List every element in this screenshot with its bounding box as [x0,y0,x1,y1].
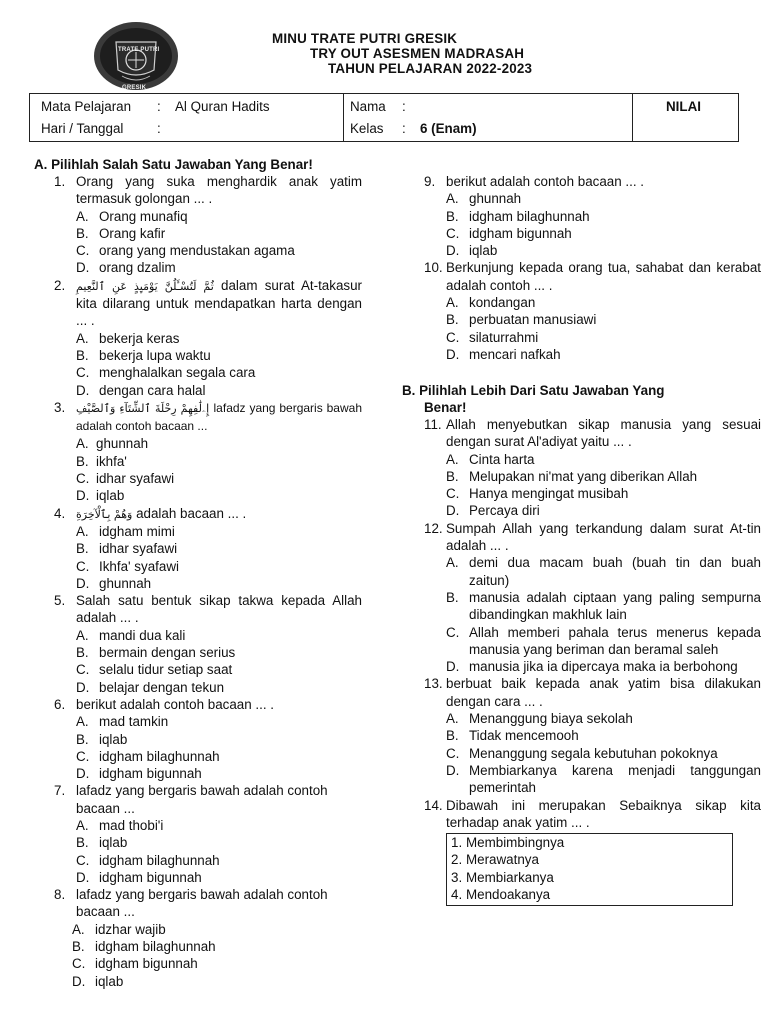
option-b[interactable]: B. manusia adalah ciptaan yang paling sempurna dibandingkan makhluk lain [446,589,761,623]
list-item[interactable]: 3. Membiarkanya [451,869,554,885]
list-item[interactable]: 4. Mendoakanya [451,887,551,903]
option-a[interactable]: A. ghunnah [446,191,522,207]
list-item[interactable]: 1. Membimbingnya [451,835,565,851]
option-d[interactable]: D. mencari nafkah [446,346,561,362]
option-a[interactable]: A. idgham mimi [76,523,175,539]
subject-sep: : [157,99,161,114]
question-text: lafadz yang bergaris bawah adalah contoh bacaan ... [76,887,328,920]
date-label: Hari / Tanggal [41,121,124,136]
class-sep: : [402,121,406,136]
question-12: 12. Sumpah Allah yang terkandung dalam surat At-tin adalah ... . A. demi dua macam buah (buah tin dan buah zaitun) B. manusia adalah ciptaan yang paling sempurna dibandingkan makhluk lain C. Allah memberi pahala terus menerus kepada manusia yang beriman dan beramal saleh D. manusia jika ia dipercaya maka ia berbohong [424,520,761,675]
academic-year: TAHUN PELAJARAN 2022-2023 [328,61,533,76]
arabic-verse: وَهُمْ بِٱلْآخِرَةِ [76,507,133,521]
option-d[interactable]: D. Percaya diri [446,503,540,519]
question-text: Salah satu bentuk sikap takwa kepada Allah adalah ... . [76,593,362,626]
section-b-heading: B. Pilihlah Lebih Dari Satu Jawaban Yang [402,383,665,398]
question-4: 4. وَهُمْ بِٱلْآخِرَةِ adalah bacaan ... . A. idgham mimi B. idhar syafawi C. Ikhfa' syafawi D. ghunnah [54,505,362,592]
question-14: 14. Dibawah ini merupakan Sebaiknya sikap kita terhadap anak yatim ... . 1. Membimbingnya 2. Merawatnya 3. Membiarkanya 4. Mendoakanya [424,797,761,907]
option-a[interactable]: A. Orang munafiq [76,208,188,224]
option-d[interactable]: D. manusia jika ia dipercaya maka ia berbohong [446,659,738,675]
exam-title: TRY OUT ASESMEN MADRASAH [310,46,525,61]
question-text: adalah bacaan ... . [136,505,247,521]
option-a[interactable]: A. kondangan [446,295,536,311]
option-b[interactable]: B. iqlab [76,835,128,851]
question-2: 2. ثُمَّ لَتُسْـَٔلُنَّ يَوْمَىِٕذٍ عَنِ ٱلنَّعِيمِ dalam surat At-takasur kita dilarang untuk mendapatkan harta dengan ... . A. bekerja keras B. bekerja lupa waktu C. menghalalkan segala cara D. dengan cara halal [54,277,362,398]
question-11: 11. Allah menyebutkan sikap manusia yang sesuai dengan surat Al'adiyat yaitu ... . A. Cinta harta B. Melupakan ni'mat yang diberikan Allah C. Hanya mengingat musibah D. Percaya diri [424,417,761,519]
question-3: 3. إِۦلَٰفِهِمْ رِحْلَةَ ٱلشِّتَآءِ وَٱلصَّيْفِ lafadz yang bergaris bawah adalah contoh bacaan ... A. ghunnah B. ikhfa' C. idhar syafawi D. iqlab [54,399,362,504]
option-d[interactable]: D. belajar dengan tekun [76,679,225,695]
option-d[interactable]: D. orang dzalim [76,260,176,276]
option-a[interactable]: A. ghunnah [76,436,149,452]
option-c[interactable]: C. idhar syafawi [76,471,175,487]
option-a[interactable]: A. Menanggung biaya sekolah [446,711,633,727]
option-a[interactable]: A. Cinta harta [446,451,535,467]
option-c[interactable]: C. orang yang mendustakan agama [76,243,295,259]
option-c[interactable]: C. idgham bigunnah [446,225,572,241]
option-c[interactable]: C. idgham bilaghunnah [76,852,220,868]
option-b[interactable]: B. idgham bilaghunnah [446,208,590,224]
option-c[interactable]: C. Menanggung segala kebutuhan pokoknya [446,745,718,761]
option-a[interactable]: A. bekerja keras [76,330,180,346]
option-d[interactable]: D. ghunnah [76,575,152,591]
option-b[interactable]: B. idhar syafawi [76,541,178,557]
class-label: Kelas [350,121,384,136]
name-sep: : [402,99,406,114]
option-d[interactable]: D. idgham bigunnah [76,869,202,885]
section-a-heading: A. Pilihlah Salah Satu Jawaban Yang Benar! [34,157,313,172]
question-13: 13. berbuat baik kepada anak yatim bisa dilakukan dengan cara ... . A. Menanggung biaya sekolah B. Tidak mencemooh C. Menanggung segala kebutuhan pokoknya D. Membiarkanya karena menjadi tanggungan pemerintah [424,676,761,796]
date-sep: : [157,121,161,136]
arabic-verse: ثُمَّ لَتُسْـَٔلُنَّ يَوْمَىِٕذٍ عَنِ ٱلنَّعِيمِ [76,279,214,293]
arabic-verse: إِۦلَٰفِهِمْ رِحْلَةَ ٱلشِّتَآءِ وَٱلصَّيْفِ [76,401,210,415]
question-10: 10. Berkunjung kepada orang tua, sahabat dan kerabat adalah contoh ... . A. kondangan B. perbuatan manusiawi C. silaturrahmi D. mencari nafkah [424,260,761,362]
question-8: 8. lafadz yang bergaris bawah adalah contoh bacaan ... A. idzhar wajib B. idgham bilaghunnah C. idgham bigunnah D. iqlab [54,886,362,990]
logo-text-top: TRATE PUTRI [118,47,160,53]
question-text: Berkunjung kepada orang tua, sahabat dan kerabat adalah contoh ... . [446,260,761,293]
question-text: dalam surat At-takasur kita dilarang untuk mendapatkan harta dengan ... . [76,277,362,329]
left-column [54,173,362,990]
option-a[interactable]: A. mandi dua kali [76,627,186,643]
option-c[interactable]: C. Hanya mengingat musibah [446,486,629,502]
question-6: 6. berikut adalah contoh bacaan ... . A. mad tamkin B. iqlab C. idgham bilaghunnah D. idgham bigunnah [54,696,362,782]
question-text: berikut adalah contoh bacaan ... . [76,696,275,712]
name-label[interactable]: Nama [350,99,386,114]
option-c[interactable]: C. Ikhfa' syafawi [76,558,179,574]
score-label: NILAI [666,99,701,114]
option-b[interactable]: B. Orang kafir [76,225,166,241]
question-text: Allah menyebutkan sikap manusia yang sesuai dengan surat Al'adiyat yaitu ... . [446,417,761,450]
option-b[interactable]: B. Tidak mencemooh [446,728,579,744]
option-c[interactable]: C. silaturrahmi [446,329,539,345]
right-column [424,173,761,363]
option-d[interactable]: D. iqlab [72,973,124,989]
question-text: Orang yang suka menghardik anak yatim termasuk golongan ... . [76,174,362,207]
option-c[interactable]: C. Allah memberi pahala terus menerus kepada manusia yang beriman dan beramal saleh [446,624,761,657]
option-c[interactable]: C. idgham bigunnah [72,956,198,972]
option-b[interactable]: B. perbuatan manusiawi [446,312,597,328]
option-a[interactable]: A. idzhar wajib [72,921,166,937]
question-text: lafadz yang bergaris bawah adalah contoh bacaan ... [76,783,328,816]
option-c[interactable]: C. idgham bilaghunnah [76,748,220,764]
option-a[interactable]: A. mad thobi'i [76,817,164,833]
school-name: MINU TRATE PUTRI GRESIK [272,31,458,46]
list-item[interactable]: 2. Merawatnya [451,852,539,868]
option-b[interactable]: B. Melupakan ni'mat yang diberikan Allah [446,468,698,484]
option-d[interactable]: D. iqlab [76,488,125,504]
option-b[interactable]: B. idgham bilaghunnah [72,939,216,955]
question-text: lafadz yang bergaris bawah adalah contoh bacaan ... [76,400,362,434]
question-text: berbuat baik kepada anak yatim bisa dilakukan dengan cara ... . [446,676,761,709]
question-text: berikut adalah contoh bacaan ... . [446,174,645,189]
option-a[interactable]: A. mad tamkin [76,714,169,730]
option-c[interactable]: C. menghalalkan segala cara [76,365,256,381]
option-a[interactable]: A. demi dua macam buah (buah tin dan buah zaitun) [446,555,761,588]
question-5: 5. Salah satu bentuk sikap takwa kepada Allah adalah ... . A. mandi dua kali B. bermain dengan serius C. selalu tidur setiap saat D. belajar dengan tekun [54,593,362,695]
question-7: 7. lafadz yang bergaris bawah adalah contoh bacaan ... A. mad thobi'i B. iqlab C. idgham bilaghunnah D. idgham bigunnah [54,782,362,886]
subject-value: Al Quran Hadits [175,99,270,114]
option-b[interactable]: B. bekerja lupa waktu [76,347,211,363]
answer-list-box [446,833,733,906]
option-d[interactable]: D. Membiarkanya karena menjadi tanggungan pemerintah [446,762,761,796]
question-9: 9. berikut adalah contoh bacaan ... . A. ghunnah B. idgham bilaghunnah C. idgham bigunnah D. iqlab [424,173,761,259]
option-b[interactable]: B. ikhfa' [76,453,127,469]
option-c[interactable]: C. selalu tidur setiap saat [76,662,233,678]
option-b[interactable]: B. bermain dengan serius [76,645,236,661]
subject-label: Mata Pelajaran [41,99,132,114]
logo-text-bottom: GRESIK [122,85,147,91]
section-b-heading-cont: Benar! [424,400,467,415]
question-text: Dibawah ini merupakan Sebaiknya sikap kita terhadap anak yatim ... . [446,797,761,830]
option-d[interactable]: D. dengan cara halal [76,382,206,398]
option-d[interactable]: D. iqlab [446,243,498,259]
class-value: 6 (Enam) [420,121,477,136]
question-text: Sumpah Allah yang terkandung dalam surat At-tin adalah ... . [446,520,761,554]
option-d[interactable]: D. idgham bigunnah [76,766,202,782]
option-b[interactable]: B. iqlab [76,731,128,747]
right-column-b [424,416,761,906]
student-info-table [29,93,739,142]
question-1: 1. Orang yang suka menghardik anak yatim termasuk golongan ... . A. Orang munafiq B. Orang kafir C. orang yang mendustakan agama D. orang dzalim [54,174,362,276]
